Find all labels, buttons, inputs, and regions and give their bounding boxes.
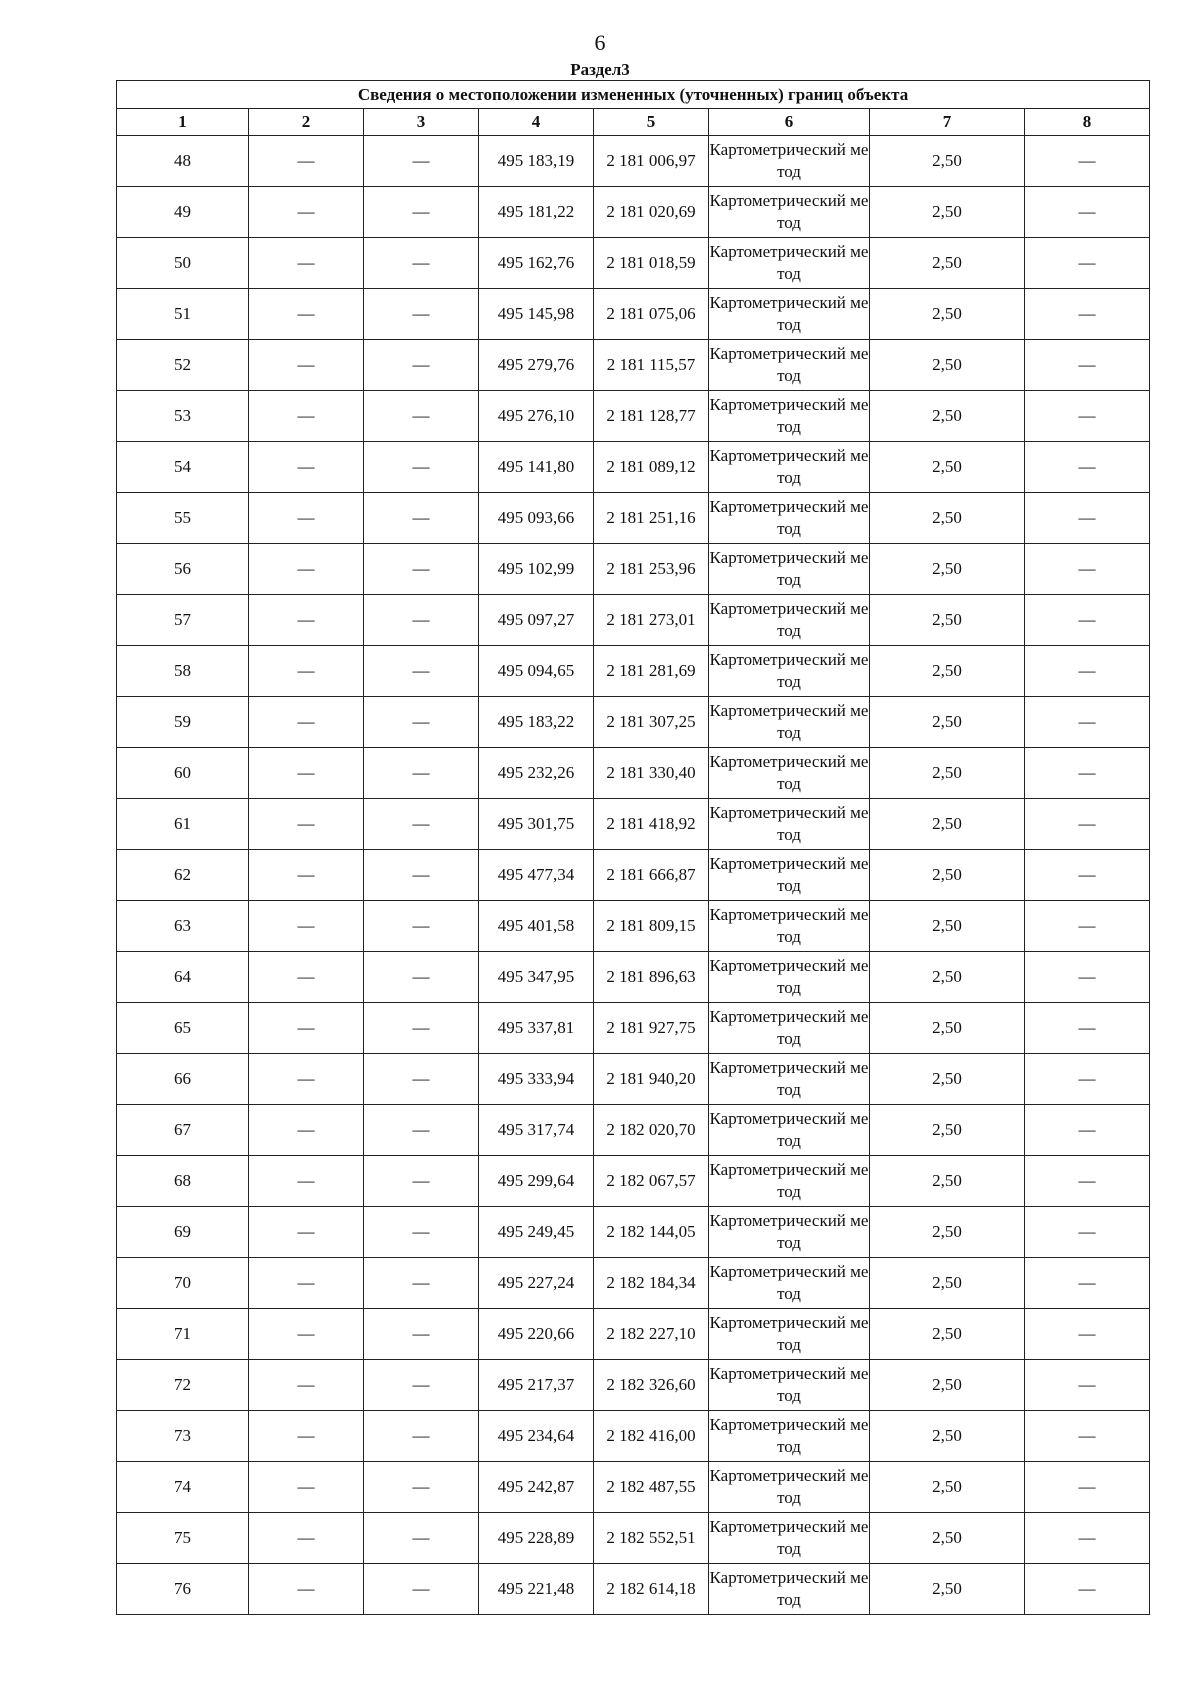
table-row	[117, 1411, 1150, 1462]
empty-dash-cell: —	[249, 595, 364, 646]
empty-dash-cell: —	[249, 1411, 364, 1462]
point-number-cell: 56	[117, 544, 249, 595]
method-cell: Картометрический метод	[709, 136, 870, 187]
empty-dash-cell: —	[1025, 1513, 1150, 1564]
empty-dash-cell: —	[364, 391, 479, 442]
y-coordinate-cell: 2 182 227,10	[594, 1309, 709, 1360]
empty-dash-cell: —	[1025, 544, 1150, 595]
empty-dash-cell: —	[249, 442, 364, 493]
empty-dash-cell: —	[364, 1564, 479, 1615]
method-cell: Картометрический метод	[709, 493, 870, 544]
method-cell: Картометрический метод	[709, 1564, 870, 1615]
table-caption-row	[117, 81, 1150, 109]
accuracy-cell: 2,50	[870, 901, 1025, 952]
empty-dash-cell: —	[1025, 493, 1150, 544]
page-number: 6	[594, 30, 606, 55]
accuracy-cell: 2,50	[870, 442, 1025, 493]
empty-dash-cell: —	[249, 340, 364, 391]
empty-dash-cell: —	[1025, 1003, 1150, 1054]
point-number-cell: 69	[117, 1207, 249, 1258]
y-coordinate-cell: 2 181 927,75	[594, 1003, 709, 1054]
y-coordinate-cell: 2 181 896,63	[594, 952, 709, 1003]
empty-dash-cell: —	[249, 1360, 364, 1411]
table-row	[117, 1258, 1150, 1309]
table-row	[117, 1054, 1150, 1105]
point-number-cell: 59	[117, 697, 249, 748]
y-coordinate-cell: 2 181 128,77	[594, 391, 709, 442]
method-cell: Картометрический метод	[709, 748, 870, 799]
method-cell: Картометрический метод	[709, 595, 870, 646]
accuracy-cell: 2,50	[870, 1309, 1025, 1360]
method-cell: Картометрический метод	[709, 646, 870, 697]
method-cell: Картометрический метод	[709, 442, 870, 493]
empty-dash-cell: —	[1025, 1411, 1150, 1462]
accuracy-cell: 2,50	[870, 187, 1025, 238]
table-row	[117, 340, 1150, 391]
table-row	[117, 1309, 1150, 1360]
empty-dash-cell: —	[1025, 646, 1150, 697]
accuracy-cell: 2,50	[870, 1258, 1025, 1309]
empty-dash-cell: —	[364, 340, 479, 391]
x-coordinate-cell: 495 227,24	[479, 1258, 594, 1309]
accuracy-cell: 2,50	[870, 289, 1025, 340]
empty-dash-cell: —	[1025, 442, 1150, 493]
accuracy-cell: 2,50	[870, 1360, 1025, 1411]
y-coordinate-cell: 2 182 067,57	[594, 1156, 709, 1207]
point-number-cell: 50	[117, 238, 249, 289]
table-body	[117, 136, 1150, 1615]
empty-dash-cell: —	[364, 1003, 479, 1054]
table-row	[117, 697, 1150, 748]
empty-dash-cell: —	[249, 1003, 364, 1054]
empty-dash-cell: —	[249, 1462, 364, 1513]
method-cell: Картометрический метод	[709, 1003, 870, 1054]
empty-dash-cell: —	[1025, 952, 1150, 1003]
method-cell: Картометрический метод	[709, 850, 870, 901]
y-coordinate-cell: 2 182 326,60	[594, 1360, 709, 1411]
empty-dash-cell: —	[364, 1054, 479, 1105]
empty-dash-cell: —	[1025, 391, 1150, 442]
coordinates-table	[116, 80, 1150, 1615]
empty-dash-cell: —	[249, 544, 364, 595]
empty-dash-cell: —	[249, 1564, 364, 1615]
method-cell: Картометрический метод	[709, 544, 870, 595]
x-coordinate-cell: 495 279,76	[479, 340, 594, 391]
table-row	[117, 1513, 1150, 1564]
empty-dash-cell: —	[1025, 1462, 1150, 1513]
table-row	[117, 1003, 1150, 1054]
method-cell: Картометрический метод	[709, 901, 870, 952]
method-cell: Картометрический метод	[709, 1156, 870, 1207]
accuracy-cell: 2,50	[870, 748, 1025, 799]
empty-dash-cell: —	[364, 748, 479, 799]
method-cell: Картометрический метод	[709, 1513, 870, 1564]
y-coordinate-cell: 2 182 487,55	[594, 1462, 709, 1513]
empty-dash-cell: —	[249, 799, 364, 850]
point-number-cell: 53	[117, 391, 249, 442]
x-coordinate-cell: 495 181,22	[479, 187, 594, 238]
y-coordinate-cell: 2 181 330,40	[594, 748, 709, 799]
empty-dash-cell: —	[249, 238, 364, 289]
table-row	[117, 595, 1150, 646]
method-cell: Картометрический метод	[709, 187, 870, 238]
x-coordinate-cell: 495 347,95	[479, 952, 594, 1003]
empty-dash-cell: —	[364, 1156, 479, 1207]
empty-dash-cell: —	[364, 1513, 479, 1564]
table-row	[117, 1156, 1150, 1207]
y-coordinate-cell: 2 182 552,51	[594, 1513, 709, 1564]
accuracy-cell: 2,50	[870, 1513, 1025, 1564]
empty-dash-cell: —	[364, 952, 479, 1003]
column-number: 2	[249, 109, 364, 136]
point-number-cell: 58	[117, 646, 249, 697]
point-number-cell: 62	[117, 850, 249, 901]
x-coordinate-cell: 495 220,66	[479, 1309, 594, 1360]
y-coordinate-cell: 2 182 144,05	[594, 1207, 709, 1258]
column-number: 5	[594, 109, 709, 136]
empty-dash-cell: —	[1025, 697, 1150, 748]
x-coordinate-cell: 495 232,26	[479, 748, 594, 799]
empty-dash-cell: —	[364, 136, 479, 187]
point-number-cell: 68	[117, 1156, 249, 1207]
y-coordinate-cell: 2 181 666,87	[594, 850, 709, 901]
y-coordinate-cell: 2 182 416,00	[594, 1411, 709, 1462]
empty-dash-cell: —	[249, 697, 364, 748]
point-number-cell: 51	[117, 289, 249, 340]
table-row	[117, 493, 1150, 544]
point-number-cell: 64	[117, 952, 249, 1003]
y-coordinate-cell: 2 181 418,92	[594, 799, 709, 850]
column-number: 8	[1025, 109, 1150, 136]
y-coordinate-cell: 2 181 307,25	[594, 697, 709, 748]
x-coordinate-cell: 495 183,22	[479, 697, 594, 748]
x-coordinate-cell: 495 093,66	[479, 493, 594, 544]
empty-dash-cell: —	[1025, 1360, 1150, 1411]
y-coordinate-cell: 2 181 251,16	[594, 493, 709, 544]
empty-dash-cell: —	[1025, 340, 1150, 391]
empty-dash-cell: —	[249, 1309, 364, 1360]
empty-dash-cell: —	[249, 1105, 364, 1156]
empty-dash-cell: —	[249, 952, 364, 1003]
x-coordinate-cell: 495 477,34	[479, 850, 594, 901]
y-coordinate-cell: 2 181 115,57	[594, 340, 709, 391]
table-caption: Сведения о местоположении измененных (уточненных) границ объекта	[117, 81, 1150, 109]
x-coordinate-cell: 495 276,10	[479, 391, 594, 442]
point-number-cell: 52	[117, 340, 249, 391]
empty-dash-cell: —	[249, 187, 364, 238]
empty-dash-cell: —	[364, 595, 479, 646]
table-row	[117, 1105, 1150, 1156]
y-coordinate-cell: 2 181 940,20	[594, 1054, 709, 1105]
accuracy-cell: 2,50	[870, 1105, 1025, 1156]
empty-dash-cell: —	[1025, 595, 1150, 646]
y-coordinate-cell: 2 181 281,69	[594, 646, 709, 697]
y-coordinate-cell: 2 181 006,97	[594, 136, 709, 187]
method-cell: Картометрический метод	[709, 1054, 870, 1105]
empty-dash-cell: —	[1025, 748, 1150, 799]
empty-dash-cell: —	[364, 901, 479, 952]
point-number-cell: 67	[117, 1105, 249, 1156]
table-row	[117, 391, 1150, 442]
x-coordinate-cell: 495 337,81	[479, 1003, 594, 1054]
empty-dash-cell: —	[249, 1513, 364, 1564]
empty-dash-cell: —	[1025, 901, 1150, 952]
accuracy-cell: 2,50	[870, 952, 1025, 1003]
y-coordinate-cell: 2 182 184,34	[594, 1258, 709, 1309]
x-coordinate-cell: 495 221,48	[479, 1564, 594, 1615]
empty-dash-cell: —	[1025, 1054, 1150, 1105]
empty-dash-cell: —	[1025, 238, 1150, 289]
empty-dash-cell: —	[249, 748, 364, 799]
x-coordinate-cell: 495 228,89	[479, 1513, 594, 1564]
y-coordinate-cell: 2 182 614,18	[594, 1564, 709, 1615]
empty-dash-cell: —	[1025, 1207, 1150, 1258]
table-row	[117, 1360, 1150, 1411]
column-number: 1	[117, 109, 249, 136]
table-row	[117, 901, 1150, 952]
accuracy-cell: 2,50	[870, 136, 1025, 187]
x-coordinate-cell: 495 183,19	[479, 136, 594, 187]
point-number-cell: 55	[117, 493, 249, 544]
empty-dash-cell: —	[249, 289, 364, 340]
x-coordinate-cell: 495 401,58	[479, 901, 594, 952]
table-row	[117, 442, 1150, 493]
empty-dash-cell: —	[1025, 1309, 1150, 1360]
empty-dash-cell: —	[364, 544, 479, 595]
method-cell: Картометрический метод	[709, 1462, 870, 1513]
x-coordinate-cell: 495 141,80	[479, 442, 594, 493]
empty-dash-cell: —	[364, 1258, 479, 1309]
table-row	[117, 799, 1150, 850]
empty-dash-cell: —	[249, 901, 364, 952]
y-coordinate-cell: 2 181 089,12	[594, 442, 709, 493]
x-coordinate-cell: 495 234,64	[479, 1411, 594, 1462]
point-number-cell: 70	[117, 1258, 249, 1309]
empty-dash-cell: —	[364, 238, 479, 289]
y-coordinate-cell: 2 181 273,01	[594, 595, 709, 646]
column-number: 6	[709, 109, 870, 136]
empty-dash-cell: —	[364, 697, 479, 748]
point-number-cell: 65	[117, 1003, 249, 1054]
x-coordinate-cell: 495 317,74	[479, 1105, 594, 1156]
y-coordinate-cell: 2 181 018,59	[594, 238, 709, 289]
accuracy-cell: 2,50	[870, 697, 1025, 748]
accuracy-cell: 2,50	[870, 391, 1025, 442]
table-row	[117, 1462, 1150, 1513]
empty-dash-cell: —	[1025, 1156, 1150, 1207]
table-row	[117, 544, 1150, 595]
point-number-cell: 57	[117, 595, 249, 646]
method-cell: Картометрический метод	[709, 1411, 870, 1462]
empty-dash-cell: —	[249, 1054, 364, 1105]
table-row	[117, 646, 1150, 697]
point-number-cell: 61	[117, 799, 249, 850]
x-coordinate-cell: 495 102,99	[479, 544, 594, 595]
accuracy-cell: 2,50	[870, 340, 1025, 391]
method-cell: Картометрический метод	[709, 238, 870, 289]
empty-dash-cell: —	[1025, 799, 1150, 850]
accuracy-cell: 2,50	[870, 595, 1025, 646]
point-number-cell: 73	[117, 1411, 249, 1462]
table-row	[117, 1207, 1150, 1258]
method-cell: Картометрический метод	[709, 1309, 870, 1360]
empty-dash-cell: —	[249, 391, 364, 442]
y-coordinate-cell: 2 181 075,06	[594, 289, 709, 340]
point-number-cell: 54	[117, 442, 249, 493]
point-number-cell: 71	[117, 1309, 249, 1360]
method-cell: Картометрический метод	[709, 1360, 870, 1411]
empty-dash-cell: —	[364, 1309, 479, 1360]
table-row	[117, 136, 1150, 187]
empty-dash-cell: —	[1025, 1564, 1150, 1615]
method-cell: Картометрический метод	[709, 1105, 870, 1156]
empty-dash-cell: —	[364, 442, 479, 493]
empty-dash-cell: —	[364, 289, 479, 340]
empty-dash-cell: —	[364, 1105, 479, 1156]
empty-dash-cell: —	[249, 1156, 364, 1207]
accuracy-cell: 2,50	[870, 1054, 1025, 1105]
accuracy-cell: 2,50	[870, 238, 1025, 289]
method-cell: Картометрический метод	[709, 391, 870, 442]
table-row	[117, 952, 1150, 1003]
accuracy-cell: 2,50	[870, 544, 1025, 595]
empty-dash-cell: —	[249, 1207, 364, 1258]
y-coordinate-cell: 2 182 020,70	[594, 1105, 709, 1156]
point-number-cell: 48	[117, 136, 249, 187]
empty-dash-cell: —	[364, 1360, 479, 1411]
point-number-cell: 60	[117, 748, 249, 799]
empty-dash-cell: —	[249, 136, 364, 187]
y-coordinate-cell: 2 181 809,15	[594, 901, 709, 952]
accuracy-cell: 2,50	[870, 493, 1025, 544]
empty-dash-cell: —	[1025, 289, 1150, 340]
empty-dash-cell: —	[364, 187, 479, 238]
empty-dash-cell: —	[249, 850, 364, 901]
empty-dash-cell: —	[364, 646, 479, 697]
accuracy-cell: 2,50	[870, 1156, 1025, 1207]
empty-dash-cell: —	[1025, 1258, 1150, 1309]
empty-dash-cell: —	[249, 493, 364, 544]
column-number: 7	[870, 109, 1025, 136]
accuracy-cell: 2,50	[870, 1207, 1025, 1258]
table-row	[117, 1564, 1150, 1615]
empty-dash-cell: —	[249, 646, 364, 697]
x-coordinate-cell: 495 217,37	[479, 1360, 594, 1411]
accuracy-cell: 2,50	[870, 850, 1025, 901]
point-number-cell: 74	[117, 1462, 249, 1513]
accuracy-cell: 2,50	[870, 1003, 1025, 1054]
section-title: Раздел3	[570, 60, 630, 79]
accuracy-cell: 2,50	[870, 1411, 1025, 1462]
empty-dash-cell: —	[249, 1258, 364, 1309]
x-coordinate-cell: 495 249,45	[479, 1207, 594, 1258]
empty-dash-cell: —	[364, 1411, 479, 1462]
empty-dash-cell: —	[364, 799, 479, 850]
x-coordinate-cell: 495 299,64	[479, 1156, 594, 1207]
table-row	[117, 850, 1150, 901]
method-cell: Картометрический метод	[709, 289, 870, 340]
method-cell: Картометрический метод	[709, 340, 870, 391]
table-row	[117, 187, 1150, 238]
point-number-cell: 76	[117, 1564, 249, 1615]
x-coordinate-cell: 495 162,76	[479, 238, 594, 289]
empty-dash-cell: —	[1025, 850, 1150, 901]
table-row	[117, 748, 1150, 799]
x-coordinate-cell: 495 301,75	[479, 799, 594, 850]
x-coordinate-cell: 495 333,94	[479, 1054, 594, 1105]
x-coordinate-cell: 495 145,98	[479, 289, 594, 340]
y-coordinate-cell: 2 181 253,96	[594, 544, 709, 595]
point-number-cell: 72	[117, 1360, 249, 1411]
accuracy-cell: 2,50	[870, 1564, 1025, 1615]
point-number-cell: 49	[117, 187, 249, 238]
method-cell: Картометрический метод	[709, 952, 870, 1003]
x-coordinate-cell: 495 242,87	[479, 1462, 594, 1513]
column-number: 4	[479, 109, 594, 136]
table-row	[117, 289, 1150, 340]
empty-dash-cell: —	[1025, 136, 1150, 187]
empty-dash-cell: —	[364, 850, 479, 901]
empty-dash-cell: —	[1025, 187, 1150, 238]
column-number: 3	[364, 109, 479, 136]
accuracy-cell: 2,50	[870, 646, 1025, 697]
x-coordinate-cell: 495 097,27	[479, 595, 594, 646]
x-coordinate-cell: 495 094,65	[479, 646, 594, 697]
table-row	[117, 238, 1150, 289]
method-cell: Картометрический метод	[709, 697, 870, 748]
accuracy-cell: 2,50	[870, 1462, 1025, 1513]
method-cell: Картометрический метод	[709, 799, 870, 850]
point-number-cell: 63	[117, 901, 249, 952]
point-number-cell: 66	[117, 1054, 249, 1105]
empty-dash-cell: —	[364, 1207, 479, 1258]
accuracy-cell: 2,50	[870, 799, 1025, 850]
column-number-row	[117, 109, 1150, 136]
empty-dash-cell: —	[364, 493, 479, 544]
y-coordinate-cell: 2 181 020,69	[594, 187, 709, 238]
empty-dash-cell: —	[364, 1462, 479, 1513]
point-number-cell: 75	[117, 1513, 249, 1564]
empty-dash-cell: —	[1025, 1105, 1150, 1156]
method-cell: Картометрический метод	[709, 1258, 870, 1309]
method-cell: Картометрический метод	[709, 1207, 870, 1258]
